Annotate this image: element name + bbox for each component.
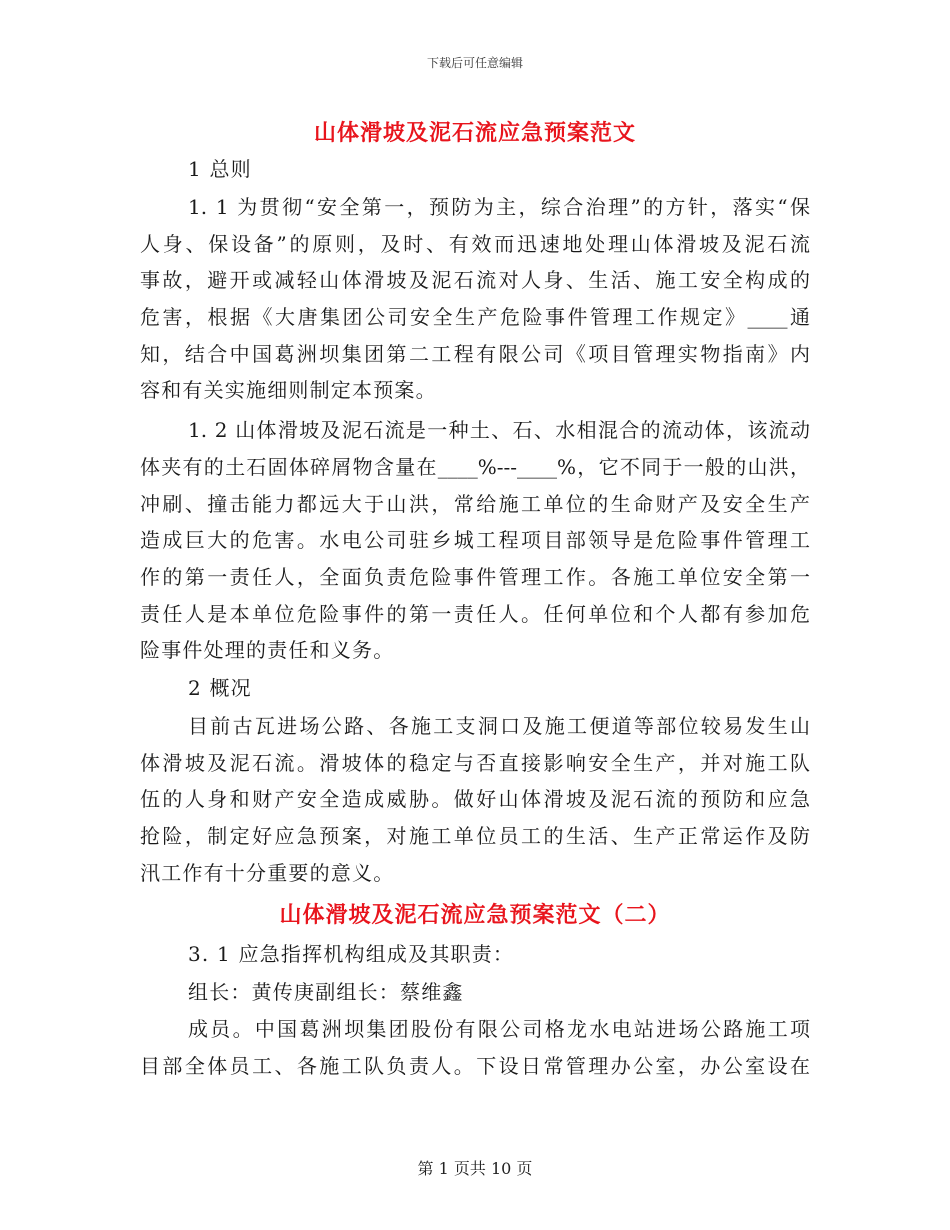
paragraph-line: 成员。中国葛洲坝集团股份有限公司格龙水电站进场公路施工项 <box>188 1017 810 1041</box>
paragraph-line: 容和有关实施细则制定本预案。 <box>140 378 437 402</box>
paragraph-line: 知，结合中国葛洲坝集团第二工程有限公司《项目管理实物指南》内 <box>140 342 810 366</box>
paragraph-line: 目部全体员工、各施工队负责人。下设日常管理办公室，办公室设在 <box>140 1054 810 1078</box>
paragraph-line: 体夹有的土石固体碎屑物含量在____%---____%，它不同于一般的山洪， <box>140 455 810 479</box>
paragraph-line: 冲刷、撞击能力都远大于山洪，常给施工单位的生命财产及安全生产 <box>140 492 810 516</box>
section-heading: 2 概况 <box>188 676 252 700</box>
paragraph-line: 抢险，制定好应急预案，对施工单位员工的生活、生产正常运作及防 <box>140 824 810 848</box>
paragraph-line: 1. 2 山体滑坡及泥石流是一种土、石、水相混合的流动体，该流动 <box>188 418 810 442</box>
paragraph-line: 体滑坡及泥石流。滑坡体的稳定与否直接影响安全生产，并对施工队 <box>140 751 810 775</box>
section-heading: 1 总则 <box>188 157 252 181</box>
paragraph-line: 责任人是本单位危险事件的第一责任人。任何单位和个人都有参加危 <box>140 602 810 626</box>
document-title-2: 山体滑坡及泥石流应急预案范文（二） <box>279 902 671 928</box>
paragraph-line: 目前古瓦进场公路、各施工支洞口及施工便道等部位较易发生山 <box>188 714 810 738</box>
page-footer: 第 1 页共 10 页 <box>417 1159 533 1178</box>
paragraph-line: 汛工作有十分重要的意义。 <box>140 861 395 885</box>
paragraph-line: 危害，根据《大唐集团公司安全生产危险事件管理工作规定》____通 <box>140 305 810 329</box>
paragraph-line: 人身、保设备”的原则，及时、有效而迅速地处理山体滑坡及泥石流 <box>140 232 810 256</box>
section-heading: 3. 1 应急指挥机构组成及其职责： <box>188 942 515 966</box>
paragraph-line: 险事件处理的责任和义务。 <box>140 638 395 662</box>
header-note: 下载后可任意编辑 <box>426 56 523 70</box>
paragraph-line: 事故，避开或减轻山体滑坡及泥石流对人身、生活、施工安全构成的 <box>140 268 810 292</box>
paragraph-line: 1. 1 为贯彻“安全第一，预防为主，综合治理”的方针，落实“保 <box>188 195 810 219</box>
document-title: 山体滑坡及泥石流应急预案范文 <box>313 120 636 146</box>
paragraph-line: 作的第一责任人，全面负责危险事件管理工作。各施工单位安全第一 <box>140 565 810 589</box>
paragraph-line: 伍的人身和财产安全造成威胁。做好山体滑坡及泥石流的预防和应急 <box>140 787 810 811</box>
paragraph-line: 造成巨大的危害。水电公司驻乡城工程项目部领导是危险事件管理工 <box>140 528 810 552</box>
paragraph-line: 组长：黄传庚副组长：蔡维鑫 <box>188 980 464 1004</box>
